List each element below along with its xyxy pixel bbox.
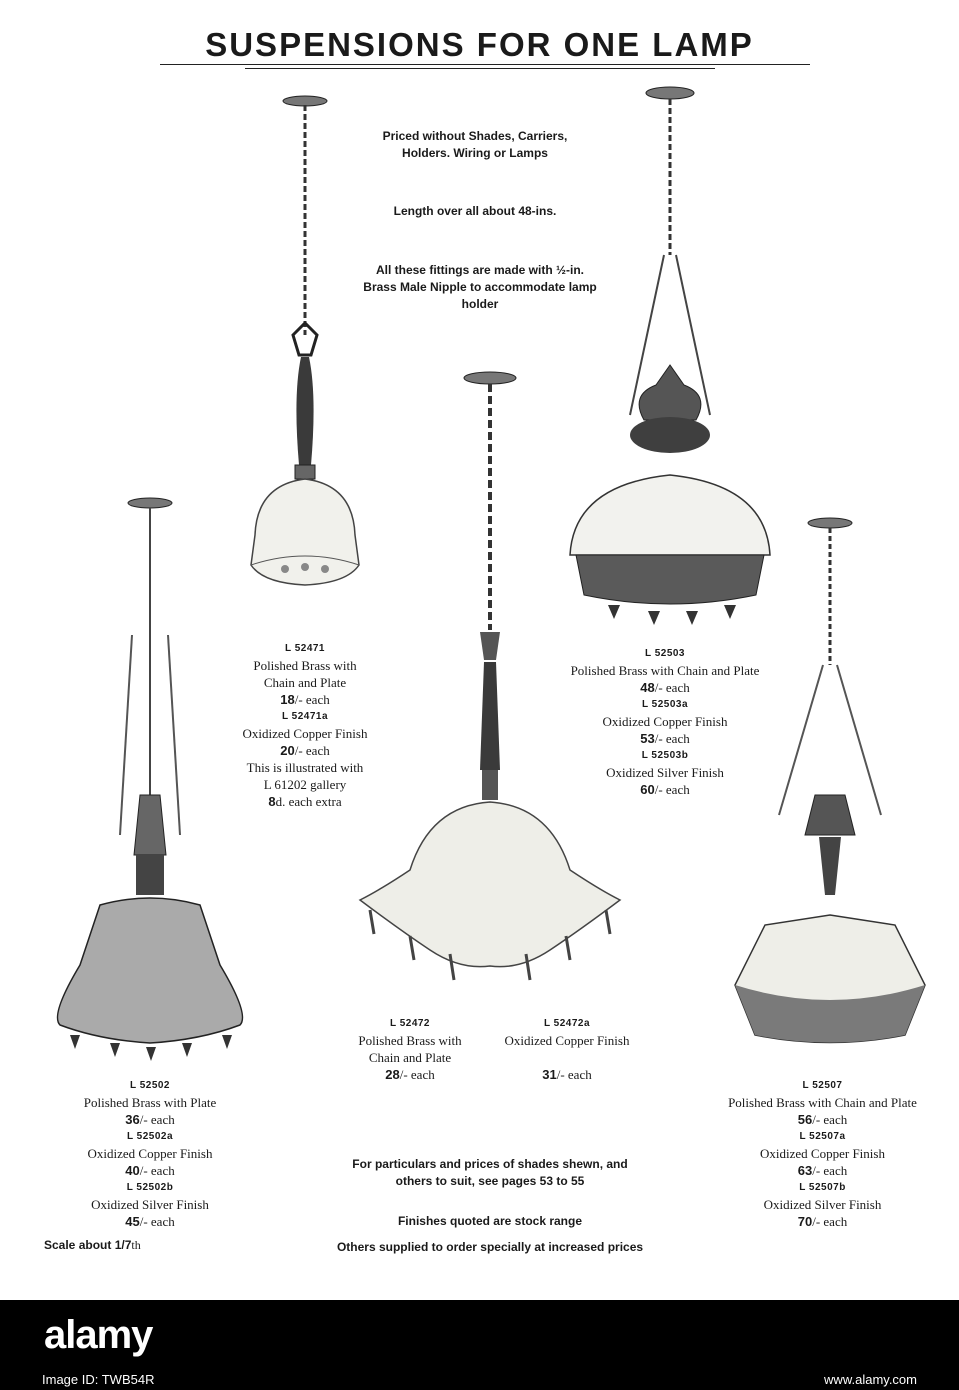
item-price: 48/- each (640, 680, 690, 695)
extra-price: 8d. each extra (268, 794, 342, 809)
variant-code: L 52502a (126, 1131, 174, 1142)
item-code: L 52507 (802, 1080, 843, 1091)
caption-l52471 (235, 640, 375, 810)
item-description: Polished Brass with (358, 1033, 462, 1048)
variant-code: L 52503a (641, 699, 689, 710)
variant-price: 60/- each (640, 782, 690, 797)
variant-price: 20/- each (280, 743, 330, 758)
variant-description: Oxidized Silver Finish (606, 765, 724, 780)
variant-description: Oxidized Silver Finish (763, 1197, 882, 1212)
particulars-line: others to suit, see pages 53 to 55 (395, 1174, 585, 1188)
item-code: L 52472 (389, 1018, 430, 1029)
title-rule (160, 64, 810, 65)
item-price: 18/- each (280, 692, 330, 707)
variant-code: L 52503b (641, 750, 689, 761)
item-price: 28/- each (385, 1067, 435, 1082)
variant-description: Oxidized Silver Finish (91, 1197, 209, 1212)
length-note: Length over all about 48-ins. (393, 204, 557, 218)
priced-note: Priced without Shades, Carriers, Holders. Wiring or Lamps (382, 129, 568, 160)
finishes-note: Finishes quoted are stock range (397, 1214, 583, 1228)
title-rule-short (245, 68, 715, 69)
item-description: Polished Brass with Plate (83, 1095, 217, 1110)
lamp-l52502-illustration (40, 495, 260, 1075)
variant-price: 63/- each (797, 1163, 848, 1178)
variant-code: L 52502b (126, 1182, 174, 1193)
caption-l52502 (60, 1077, 240, 1230)
particulars-line: For particulars and prices of shades shewn, and (352, 1157, 628, 1171)
caption-l52503 (545, 645, 785, 798)
item-price: 56/- each (797, 1112, 848, 1127)
site-url: www.alamy.com (824, 1372, 917, 1387)
variant-description: Oxidized Copper Finish (242, 726, 368, 741)
item-description: Oxidized Copper Finish (504, 1033, 630, 1048)
item-description: Chain and Plate (263, 675, 347, 690)
variant-price: 40/- each (125, 1163, 175, 1178)
variant-description: Oxidized Copper Finish (760, 1146, 885, 1161)
others-note: Others supplied to order specially at increased prices (336, 1240, 644, 1254)
item-description: Polished Brass with Chain and Plate (728, 1095, 917, 1110)
variant-description: Oxidized Copper Finish (87, 1146, 213, 1161)
variant-price: 53/- each (640, 731, 690, 746)
item-description: Chain and Plate (368, 1050, 452, 1065)
variant-price: 70/- each (797, 1214, 848, 1229)
item-description: Polished Brass with (253, 658, 357, 673)
extra-note: This is illustrated with (246, 760, 364, 775)
item-code: L 52472a (543, 1018, 591, 1029)
page-title: SUSPENSIONS FOR ONE LAMP (205, 26, 754, 63)
caption-l52472a (487, 1015, 647, 1083)
caption-l52472 (335, 1015, 485, 1083)
variant-description: Oxidized Copper Finish (602, 714, 728, 729)
item-code: L 52471 (284, 643, 325, 654)
variant-code: L 52507a (799, 1131, 846, 1142)
spacer (487, 1049, 647, 1066)
brand-logo: alamy (44, 1313, 153, 1357)
scale-note: Scale about 1/7th (44, 1238, 141, 1252)
variant-code: L 52507b (799, 1182, 846, 1193)
item-price: 31/- each (542, 1067, 592, 1082)
extra-note: L 61202 gallery (263, 777, 347, 792)
caption-l52507 (700, 1077, 945, 1230)
variant-code: L 52471a (281, 711, 329, 722)
image-id: Image ID: TWB54R (42, 1372, 155, 1387)
item-code: L 52503 (644, 648, 685, 659)
item-code: L 52502 (129, 1080, 170, 1091)
item-description: Polished Brass with Chain and Plate (570, 663, 760, 678)
fittings-note: All these fittings are made with ½-in. Brass Male Nipple to accommodate lamp holder (363, 263, 597, 311)
variant-price: 45/- each (125, 1214, 175, 1229)
particulars-note (300, 1156, 680, 1190)
item-price: 36/- each (125, 1112, 175, 1127)
